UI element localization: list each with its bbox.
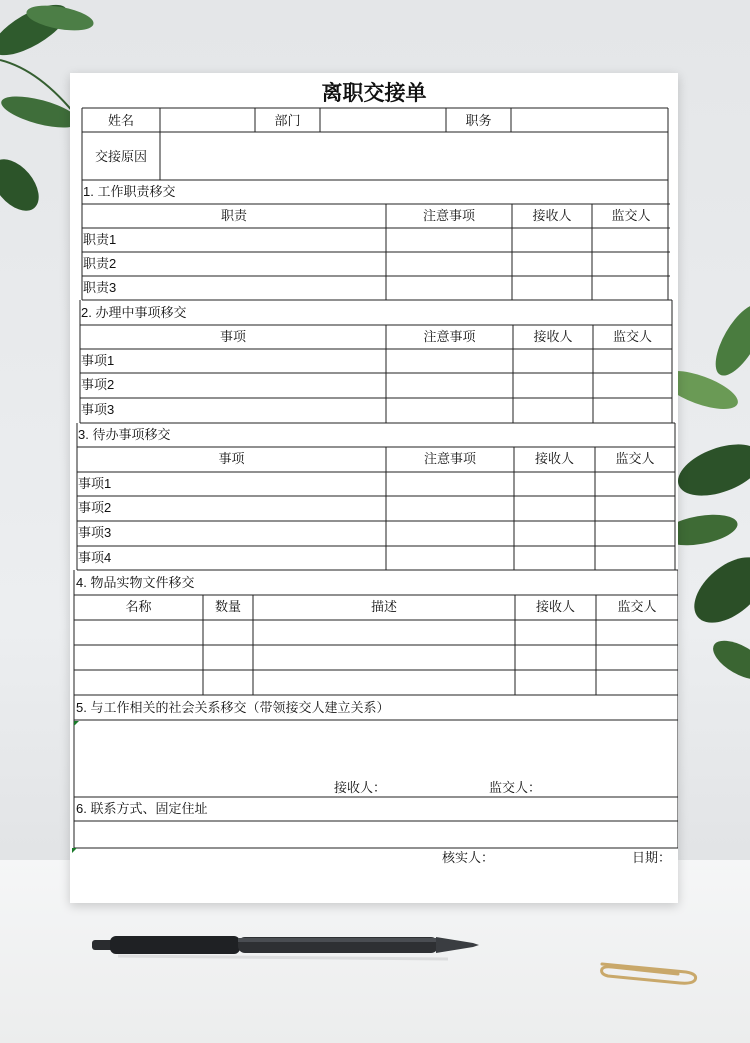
section4-col-supervisor: 监交人 [617,599,657,614]
section3-col-receiver: 接收人 [534,451,574,466]
section3-row-label: 事项2 [78,500,112,515]
handover-form-sheet [70,73,678,903]
pen [88,930,483,962]
section2-col-main: 事项 [219,329,246,344]
section2-col-receiver: 接收人 [533,329,573,344]
section5-title: 5. 与工作相关的社会关系移交（带领接交人建立关系） [76,700,390,715]
position-label: 职务 [465,113,492,128]
section3-col-note: 注意事项 [423,451,476,466]
section4-col-name: 名称 [125,599,152,614]
section1-col-receiver: 接收人 [532,208,572,223]
section2-title: 2. 办理中事项移交 [81,305,187,320]
section1-row-label: 职责2 [83,256,117,271]
section5-receiver-label: 接收人： [334,780,387,795]
section1-row-label: 职责1 [83,232,117,247]
section2-col-supervisor: 监交人 [612,329,652,344]
verifier-label: 核实人： [442,850,495,865]
section6-title: 6. 联系方式、固定住址 [76,801,208,816]
cell-comment-marker [72,848,77,853]
dept-label: 部门 [274,113,301,128]
reason-label: 交接原因 [94,149,147,164]
section3-col-supervisor: 监交人 [615,451,655,466]
paper-clip [594,956,704,990]
section1-col-supervisor: 监交人 [611,208,651,223]
section1-row-label: 职责3 [83,280,117,295]
section3-row-label: 事项3 [78,525,112,540]
section3-row-label: 事项4 [78,550,112,565]
section3-row-label: 事项1 [78,476,112,491]
section4-col-desc: 描述 [370,599,397,614]
section1-col-main: 职责 [220,208,247,223]
form-title: 离职交接单 [321,80,427,105]
date-label: 日期： [632,850,672,865]
section2-col-note: 注意事项 [423,329,476,344]
name-label: 姓名 [107,113,134,128]
section2-row-label: 事项3 [81,402,115,417]
section5-supervisor-label: 监交人： [489,780,542,795]
section4-col-receiver: 接收人 [535,599,575,614]
section1-title: 1. 工作职责移交 [83,184,176,199]
section4-title: 4. 物品实物文件移交 [76,575,195,590]
section2-row-label: 事项2 [81,377,115,392]
section1-col-note: 注意事项 [422,208,475,223]
section2-row-label: 事项1 [81,353,115,368]
section4-col-qty: 数量 [214,599,241,614]
section3-col-main: 事项 [218,451,245,466]
section3-title: 3. 待办事项移交 [78,427,171,442]
cell-comment-marker [74,721,79,726]
reason-field[interactable] [162,135,662,177]
